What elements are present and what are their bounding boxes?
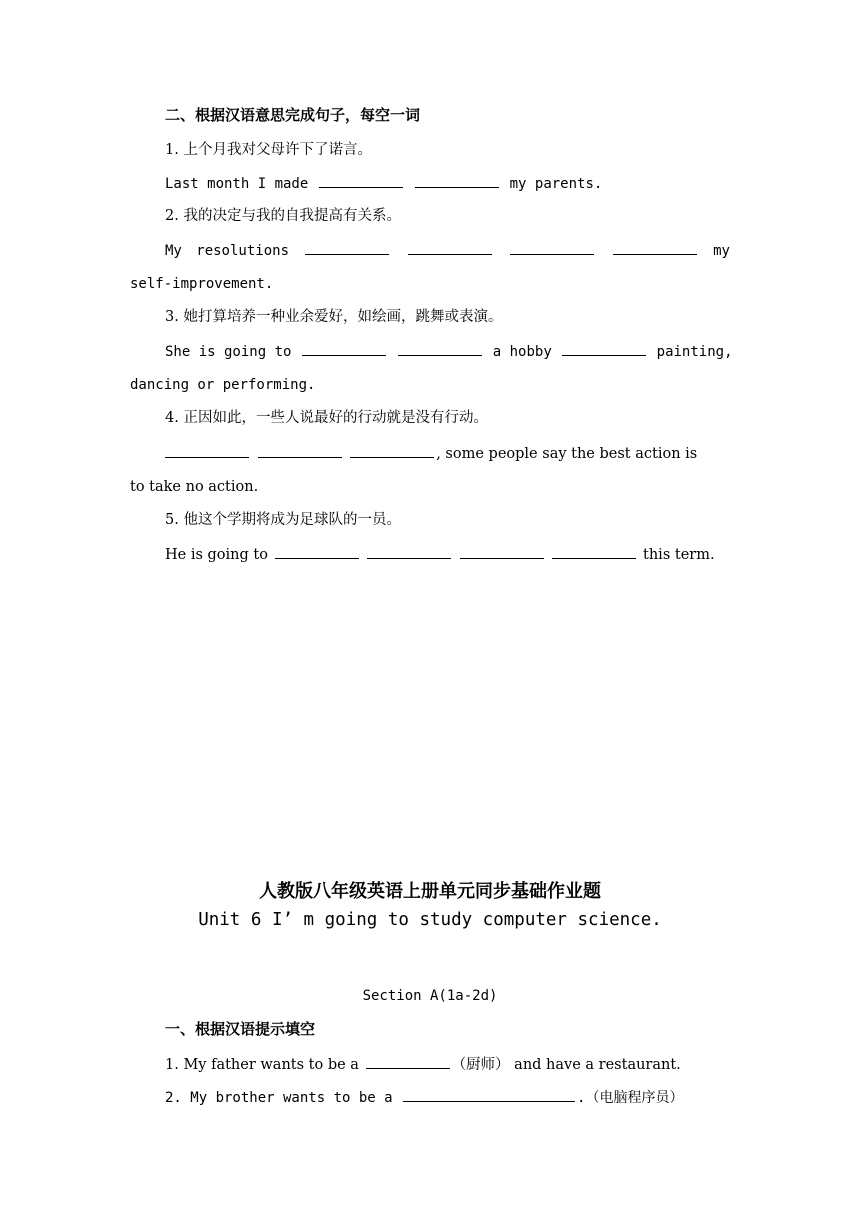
q1-text-a: Last month I made xyxy=(165,176,309,192)
part1-heading: 一、根据汉语提示填空 xyxy=(165,1020,316,1038)
answer-blank[interactable] xyxy=(275,544,359,559)
answer-blank[interactable] xyxy=(398,341,482,356)
part2-q5-english xyxy=(165,544,730,564)
q5-text-a: He is going to xyxy=(165,547,268,563)
part2-q4-english xyxy=(165,443,730,463)
q5-text-b: this term. xyxy=(643,547,715,563)
part1-q2 xyxy=(165,1087,730,1107)
part2-q4-english-cont: to take no action. xyxy=(130,479,259,495)
q2-text-a: My resolutions xyxy=(165,243,289,259)
q3-text-a: She is going to xyxy=(165,344,292,360)
p1q1-text-a: 1. My father wants to be a xyxy=(165,1057,359,1073)
part2-heading: 二、根据汉语意思完成句子，每空一词 xyxy=(165,106,421,124)
answer-blank[interactable] xyxy=(367,544,451,559)
answer-blank[interactable] xyxy=(408,240,492,255)
answer-blank[interactable] xyxy=(319,173,403,188)
answer-blank[interactable] xyxy=(460,544,544,559)
unit-title: Unit 6 I’ m going to study computer science. xyxy=(198,910,662,930)
part2-q4-chinese: 4. 正因如此，一些人说最好的行动就是没有行动。 xyxy=(165,410,488,426)
answer-blank[interactable] xyxy=(305,240,389,255)
part2-q2-english-cont: self-improvement. xyxy=(130,276,274,292)
q3-text-b: a hobby xyxy=(492,344,552,360)
answer-blank[interactable] xyxy=(165,443,249,458)
part2-q3-english-cont: dancing or performing. xyxy=(130,377,316,393)
part2-q3-english xyxy=(165,341,733,361)
answer-blank[interactable] xyxy=(415,173,499,188)
part2-q5-chinese: 5. 他这个学期将成为足球队的一员。 xyxy=(165,512,401,528)
p1q2-text-b: .（电脑程序员） xyxy=(577,1090,684,1106)
section-label: Section A(1a-2d) xyxy=(362,988,498,1004)
p1q2-text-a: 2. My brother wants to be a xyxy=(165,1090,393,1106)
worksheet-title: 人教版八年级英语上册单元同步基础作业题 xyxy=(259,881,601,902)
answer-blank[interactable] xyxy=(510,240,594,255)
part2-q1-chinese: 1. 上个月我对父母许下了诺言。 xyxy=(165,142,372,158)
part2-q2-chinese: 2. 我的决定与我的自我提高有关系。 xyxy=(165,208,401,224)
part2-q1-english xyxy=(165,173,730,193)
p1q1-text-b: and have a restaurant. xyxy=(514,1057,681,1073)
answer-blank[interactable] xyxy=(258,443,342,458)
answer-blank[interactable] xyxy=(562,341,646,356)
q1-text-b: my parents. xyxy=(509,176,603,192)
answer-blank[interactable] xyxy=(403,1087,575,1102)
q2-text-b: my xyxy=(713,243,730,259)
p1q1-hint: （厨师） xyxy=(451,1057,510,1073)
part2-q2-english xyxy=(165,240,730,260)
q3-text-c: painting, xyxy=(656,344,733,360)
q4-text-a: , some people say the best action is xyxy=(436,446,698,462)
part2-q3-chinese: 3. 她打算培养一种业余爱好，如绘画，跳舞或表演。 xyxy=(165,309,503,325)
answer-blank[interactable] xyxy=(613,240,697,255)
answer-blank[interactable] xyxy=(552,544,636,559)
answer-blank[interactable] xyxy=(302,341,386,356)
part1-q1 xyxy=(165,1054,730,1074)
answer-blank[interactable] xyxy=(366,1054,450,1069)
answer-blank[interactable] xyxy=(350,443,434,458)
